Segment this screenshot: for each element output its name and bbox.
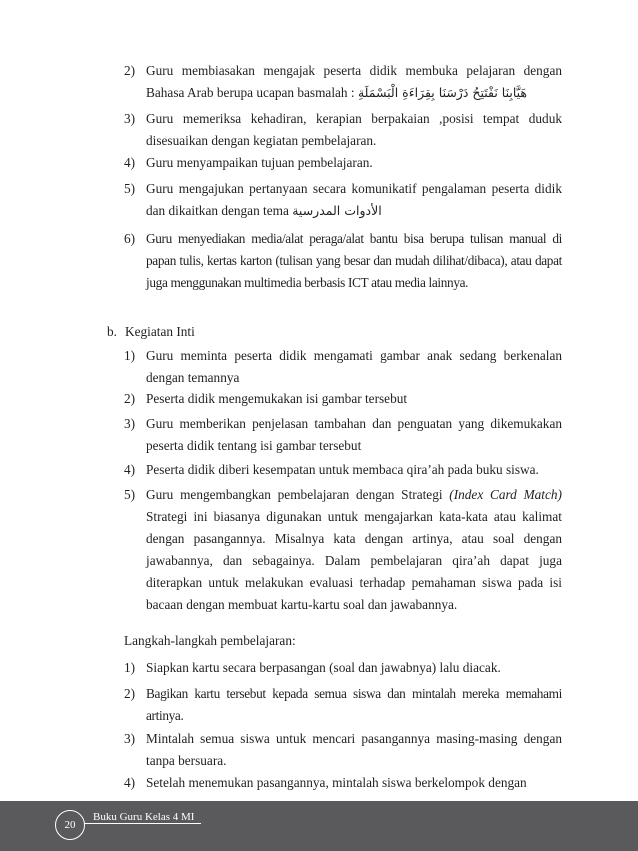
list-number: 5) [124, 181, 136, 196]
list-item [124, 772, 562, 794]
list-number: 3) [124, 111, 136, 126]
list-text: Siapkan kartu secara berpasangan (soal dan jawabnya) lalu diacak. [146, 660, 501, 675]
steps-heading: Langkah-langkah pembelajaran: [124, 633, 296, 648]
section-title: Kegiatan Inti [125, 324, 195, 339]
list-number: 4) [124, 155, 136, 170]
list-text: Setelah menemukan pasangannya, mintalah siswa berkelompok dengan [146, 775, 527, 790]
list-item [124, 228, 562, 294]
list-number: 1) [124, 660, 136, 675]
list-text: Guru memeriksa kehadiran, kerapian berpakaian ,posisi tempat duduk disesuaikan dengan kegiatan pembelajaran. [146, 111, 562, 148]
page-number: 20 [55, 810, 85, 840]
arabic-theme: الأدوات المدرسية [292, 203, 382, 218]
list-number: 3) [124, 416, 136, 431]
list-text: Guru menyampaikan tujuan pembelajaran. [146, 155, 373, 170]
footer-divider [84, 823, 201, 824]
list-text: Guru mengajukan pertanyaan secara komunikatif pengalaman peserta didik dan dikaitkan dengan tema الأدوات المدرسية [146, 181, 562, 218]
list-item [124, 459, 562, 481]
list-number: 4) [124, 462, 136, 477]
list-text: Peserta didik diberi kesempatan untuk membaca qira’ah pada buku siswa. [146, 462, 539, 477]
list-text: Guru meminta peserta didik mengamati gambar anak sedang berkenalan dengan temannya [146, 348, 562, 385]
list-text: Guru mengembangkan pembelajaran dengan Strategi (Index Card Match) Strategi ini biasanya digunakan untuk mengajarkan kata-kata atau kalimat dengan pasangannya. Misalnya kata dengan artinya, atau soal dengan jawabannya, dan sebagainya. Dalam pembelajaran qira’ah dapat juga diterapkan untuk melakukan evaluasi terhadap pemahaman siswa pada isi bacaan dengan membuat kartu-kartu soal dan jawabannya. [146, 487, 562, 612]
list-item [124, 388, 562, 410]
book-title: Buku Guru Kelas 4 MI [93, 811, 195, 823]
list-item [124, 108, 562, 152]
list-number: 2) [124, 391, 136, 406]
list-text: Guru membiasakan mengajak peserta didik membuka pelajaran dengan Bahasa Arab berupa ucapan basmalah : هَيَّابِنَا نَفْتَتِحُ دَرْسَنَا بِقِرَاءَةِ الْبَسْمَلَةِ [146, 63, 562, 100]
list-number: 4) [124, 775, 136, 790]
arabic-phrase: هَيَّابِنَا نَفْتَتِحُ دَرْسَنَا بِقِرَاءَةِ الْبَسْمَلَةِ [357, 85, 528, 100]
list-item [124, 657, 562, 679]
strategy-name: (Index Card Match) [449, 487, 562, 502]
list-number: 5) [124, 487, 136, 502]
list-text: Peserta didik mengemukakan isi gambar tersebut [146, 391, 408, 406]
list-item [124, 413, 562, 457]
list-item [124, 683, 562, 727]
page-footer [0, 801, 638, 851]
list-text: Guru menyediakan media/alat peraga/alat bantu bisa berupa tulisan manual di papan tulis, kertas karton (tulisan yang besar dan mudah dilihat/dibaca), atau dapat juga menggunakan multimedia berbasis ICT atau media lainnya. [146, 231, 562, 290]
list-text: Mintalah semua siswa untuk mencari pasangannya masing-masing dengan tanpa bersuara. [146, 731, 562, 768]
list-number: 2) [124, 63, 136, 78]
list-item [124, 345, 562, 389]
section-heading [107, 321, 195, 343]
list-item [124, 178, 562, 222]
list-number: 2) [124, 686, 136, 701]
list-text: Guru memberikan penjelasan tambahan dan penguatan yang dikemukakan peserta didik tentang isi gambar tersebut [146, 416, 562, 453]
list-item [124, 152, 562, 174]
list-item [124, 728, 562, 772]
list-text: Bagikan kartu tersebut kepada semua siswa dan mintalah mereka memahami artinya. [146, 686, 562, 723]
list-item [124, 484, 562, 616]
section-label: b. [107, 324, 117, 339]
list-item [124, 60, 562, 104]
list-number: 1) [124, 348, 136, 363]
list-number: 3) [124, 731, 136, 746]
list-number: 6) [124, 231, 136, 246]
